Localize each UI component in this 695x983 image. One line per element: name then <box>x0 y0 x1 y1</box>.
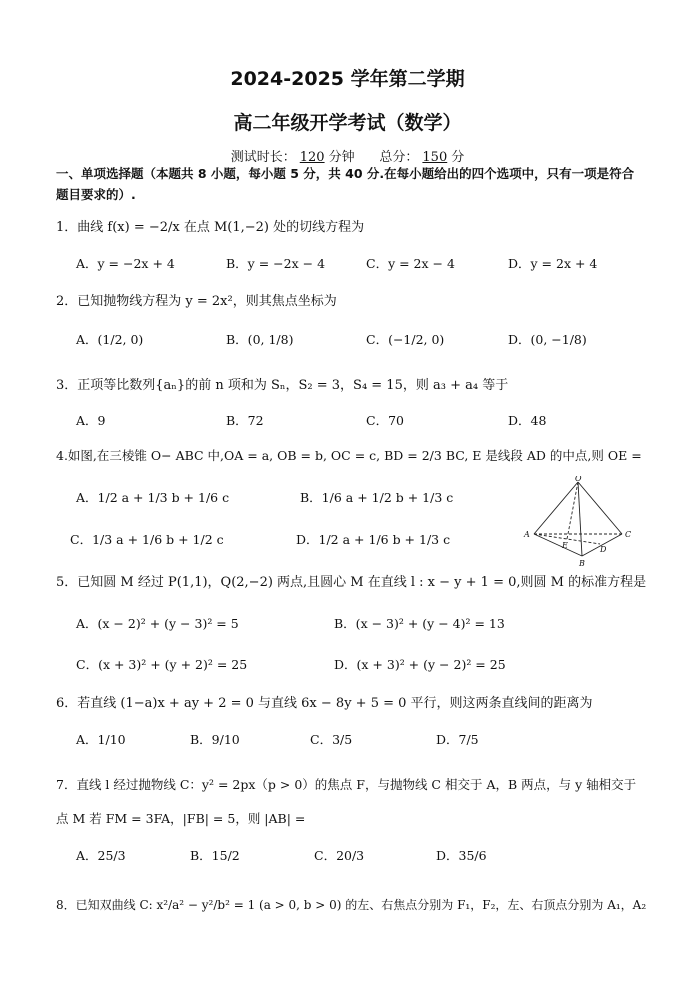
exam-title: 高二年级开学考试（数学） <box>233 112 462 134</box>
question-1-option-b: B．y = −2x − 4 <box>226 256 326 271</box>
time-unit: 分钟 <box>328 150 355 165</box>
question-4-option-c: C．1/3 a + 1/6 b + 1/2 c <box>70 532 224 547</box>
vertex-label-e: E <box>562 541 568 550</box>
question-1-option-a: A．y = −2x + 4 <box>76 256 175 271</box>
question-5-option-d: D．(x + 3)² + (y − 2)² = 25 <box>334 657 506 672</box>
question-5-option-a: A．(x − 2)² + (y − 3)² = 5 <box>76 616 239 631</box>
question-5-option-b: B．(x − 3)² + (y − 4)² = 13 <box>334 616 505 631</box>
score-unit: 分 <box>451 150 465 165</box>
question-1-stem: 1．曲线 f(x) = −2/x 在点 M(1,−2) 处的切线方程为 <box>56 220 365 235</box>
question-3-option-d: D．48 <box>508 413 547 428</box>
section-heading: 一、单项选择题（本题共 8 小题，每小题 5 分，共 40 分.在每小题给出的四个选项中，只有一项是符合题目要求的）. <box>56 166 635 202</box>
question-1-option-c: C．y = 2x − 4 <box>366 256 455 271</box>
tetrahedron-figure <box>522 476 634 568</box>
question-2-option-c: C．(−1/2, 0) <box>366 332 445 347</box>
question-6-option-c: C．3/5 <box>310 732 353 747</box>
question-7-option-a: A．25/3 <box>76 848 126 863</box>
question-6-option-a: A．1/10 <box>76 732 126 747</box>
question-2-option-d: D．(0, −1/8) <box>508 332 587 347</box>
vertex-label-o: O <box>575 476 582 483</box>
score-label: 总分： <box>379 150 419 165</box>
question-3-option-c: C．70 <box>366 413 404 428</box>
question-3-stem: 3．正项等比数列{aₙ}的前 n 项和为 Sₙ，S₂ = 3，S₄ = 15，则 a₃ + a₄ 等于 <box>56 378 509 393</box>
question-2-stem: 2．已知抛物线方程为 y = 2x²，则其焦点坐标为 <box>56 294 337 309</box>
question-7-option-c: C．20/3 <box>314 848 365 863</box>
question-4-option-a: A．1/2 a + 1/3 b + 1/6 c <box>76 490 230 505</box>
question-6-option-d: D．7/5 <box>436 732 479 747</box>
vertex-label-a: A <box>524 530 530 539</box>
vertex-label-c: C <box>625 530 632 539</box>
question-4-option-d: D．1/2 a + 1/6 b + 1/3 c <box>296 532 451 547</box>
score-value: 150 <box>422 150 448 165</box>
question-5-stem: 5．已知圆 M 经过 P(1,1)，Q(2,−2) 两点,且圆心 M 在直线 l : x − y + 1 = 0,则圆 M 的标准方程是 <box>56 575 647 590</box>
time-label: 测试时长： <box>230 150 296 165</box>
question-5-option-c: C．(x + 3)² + (y + 2)² = 25 <box>76 657 248 672</box>
question-3-option-a: A．9 <box>76 413 106 428</box>
time-value: 120 <box>299 150 325 165</box>
question-4-stem: 4.如图,在三棱锥 O− ABC 中,OA = a, OB = b, OC = c, BD = 2/3 BC, E 是线段 AD 的中点,则 OE = <box>56 448 642 463</box>
question-4-option-b: B．1/6 a + 1/2 b + 1/3 c <box>300 490 454 505</box>
question-2-option-b: B．(0, 1/8) <box>226 332 294 347</box>
question-7-option-b: B．15/2 <box>190 848 240 863</box>
question-6-stem: 6．若直线 (1−a)x + ay + 2 = 0 与直线 6x − 8y + 5 = 0 平行，则这两条直线间的距离为 <box>56 696 593 711</box>
question-8-stem: 8．已知双曲线 C: x²/a² − y²/b² = 1 (a > 0, b > 0) 的左、右焦点分别为 F₁，F₂，左、右顶点分别为 A₁，A₂ <box>56 898 647 912</box>
question-6-option-b: B．9/10 <box>190 732 240 747</box>
question-2-option-a: A．(1/2, 0) <box>76 332 144 347</box>
question-7-option-d: D．35/6 <box>436 848 487 863</box>
question-7-stem: 7．直线 l 经过抛物线 C：y² = 2px（p > 0）的焦点 F，与抛物线 C 相交于 A，B 两点，与 y 轴相交于点 M 若 FM = 3FA，|FB| = 5，则 |AB| = <box>56 777 637 826</box>
vertex-label-b: B <box>579 559 585 568</box>
question-3-option-b: B．72 <box>226 413 264 428</box>
exam-term-title: 2024-2025 学年第二学期 <box>230 68 465 90</box>
vertex-label-d: D <box>600 545 607 554</box>
question-1-option-d: D．y = 2x + 4 <box>508 256 598 271</box>
